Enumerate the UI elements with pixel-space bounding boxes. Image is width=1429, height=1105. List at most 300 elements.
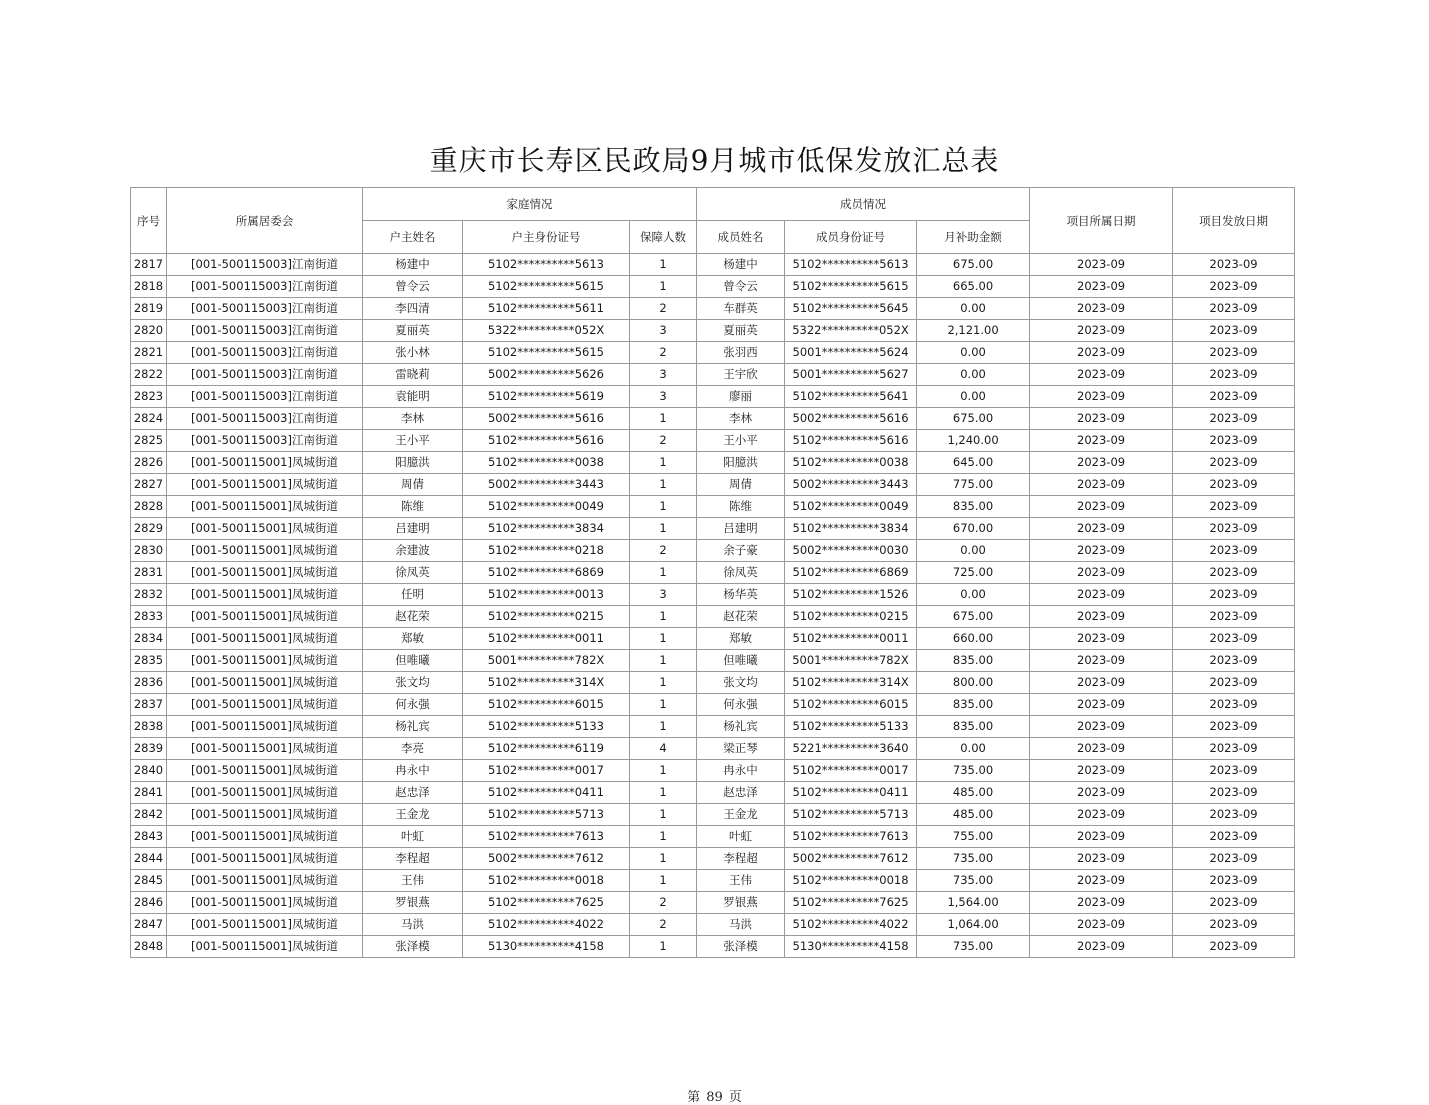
subsidy-cell: 775.00: [917, 474, 1030, 496]
member-name-cell: 曾令云: [697, 276, 785, 298]
member-id-cell: 5102**********314X: [785, 672, 917, 694]
seq-cell: 2831: [131, 562, 167, 584]
member-id-cell: 5102**********0038: [785, 452, 917, 474]
project-date-cell: 2023-09: [1030, 408, 1173, 430]
subsidy-cell: 665.00: [917, 276, 1030, 298]
project-date-cell: 2023-09: [1030, 892, 1173, 914]
member-id-cell: 5102**********7625: [785, 892, 917, 914]
table-row: [131, 804, 1295, 826]
head-id-cell: 5002**********5626: [463, 364, 630, 386]
member-id-cell: 5102**********1526: [785, 584, 917, 606]
persons-cell: 3: [630, 386, 697, 408]
project-date-cell: 2023-09: [1030, 650, 1173, 672]
seq-cell: 2821: [131, 342, 167, 364]
member-id-cell: 5102**********0411: [785, 782, 917, 804]
head-id-cell: 5001**********782X: [463, 650, 630, 672]
header-member-name: 成员姓名: [697, 221, 785, 254]
subsidy-cell: 735.00: [917, 760, 1030, 782]
issue-date-cell: 2023-09: [1173, 496, 1295, 518]
issue-date-cell: 2023-09: [1173, 738, 1295, 760]
persons-cell: 1: [630, 496, 697, 518]
project-date-cell: 2023-09: [1030, 254, 1173, 276]
project-date-cell: 2023-09: [1030, 848, 1173, 870]
head-name-cell: 张小林: [363, 342, 463, 364]
persons-cell: 1: [630, 628, 697, 650]
member-name-cell: 罗银燕: [697, 892, 785, 914]
project-date-cell: 2023-09: [1030, 716, 1173, 738]
member-id-cell: 5102**********0049: [785, 496, 917, 518]
subsidy-cell: 1,240.00: [917, 430, 1030, 452]
seq-cell: 2820: [131, 320, 167, 342]
member-name-cell: 何永强: [697, 694, 785, 716]
persons-cell: 1: [630, 694, 697, 716]
issue-date-cell: 2023-09: [1173, 760, 1295, 782]
committee-cell: [001-500115003]江南街道: [167, 254, 363, 276]
head-name-cell: 吕建明: [363, 518, 463, 540]
persons-cell: 4: [630, 738, 697, 760]
member-name-cell: 梁正琴: [697, 738, 785, 760]
committee-cell: [001-500115003]江南街道: [167, 298, 363, 320]
head-name-cell: 何永强: [363, 694, 463, 716]
issue-date-cell: 2023-09: [1173, 672, 1295, 694]
member-id-cell: 5102**********0011: [785, 628, 917, 650]
member-name-cell: 阳臆洪: [697, 452, 785, 474]
issue-date-cell: 2023-09: [1173, 364, 1295, 386]
committee-cell: [001-500115001]凤城街道: [167, 936, 363, 958]
issue-date-cell: 2023-09: [1173, 276, 1295, 298]
project-date-cell: 2023-09: [1030, 298, 1173, 320]
project-date-cell: 2023-09: [1030, 606, 1173, 628]
seq-cell: 2837: [131, 694, 167, 716]
persons-cell: 1: [630, 848, 697, 870]
committee-cell: [001-500115001]凤城街道: [167, 716, 363, 738]
issue-date-cell: 2023-09: [1173, 562, 1295, 584]
header-committee: 所属居委会: [167, 188, 363, 254]
subsidy-table: [130, 187, 1295, 958]
project-date-cell: 2023-09: [1030, 694, 1173, 716]
seq-cell: 2826: [131, 452, 167, 474]
persons-cell: 1: [630, 606, 697, 628]
table-body: [131, 254, 1295, 958]
seq-cell: 2819: [131, 298, 167, 320]
member-name-cell: 冉永中: [697, 760, 785, 782]
head-id-cell: 5102**********0218: [463, 540, 630, 562]
head-id-cell: 5102**********0038: [463, 452, 630, 474]
project-date-cell: 2023-09: [1030, 562, 1173, 584]
member-name-cell: 但唯曦: [697, 650, 785, 672]
member-id-cell: 5221**********3640: [785, 738, 917, 760]
committee-cell: [001-500115001]凤城街道: [167, 562, 363, 584]
subsidy-cell: 1,564.00: [917, 892, 1030, 914]
committee-cell: [001-500115001]凤城街道: [167, 474, 363, 496]
head-id-cell: 5102**********5611: [463, 298, 630, 320]
persons-cell: 1: [630, 672, 697, 694]
project-date-cell: 2023-09: [1030, 364, 1173, 386]
head-name-cell: 余建波: [363, 540, 463, 562]
member-name-cell: 吕建明: [697, 518, 785, 540]
head-name-cell: 周倩: [363, 474, 463, 496]
table-row: [131, 760, 1295, 782]
issue-date-cell: 2023-09: [1173, 430, 1295, 452]
table-row: [131, 430, 1295, 452]
seq-cell: 2825: [131, 430, 167, 452]
project-date-cell: 2023-09: [1030, 738, 1173, 760]
persons-cell: 1: [630, 562, 697, 584]
project-date-cell: 2023-09: [1030, 430, 1173, 452]
head-id-cell: 5102**********3834: [463, 518, 630, 540]
seq-cell: 2832: [131, 584, 167, 606]
table-row: [131, 474, 1295, 496]
project-date-cell: 2023-09: [1030, 386, 1173, 408]
table-row: [131, 892, 1295, 914]
persons-cell: 3: [630, 584, 697, 606]
seq-cell: 2829: [131, 518, 167, 540]
issue-date-cell: 2023-09: [1173, 584, 1295, 606]
header-seq: 序号: [131, 188, 167, 254]
head-id-cell: 5102**********6869: [463, 562, 630, 584]
persons-cell: 1: [630, 760, 697, 782]
member-name-cell: 杨礼宾: [697, 716, 785, 738]
member-id-cell: 5001**********5624: [785, 342, 917, 364]
header-family-group: 家庭情况: [363, 188, 697, 221]
seq-cell: 2818: [131, 276, 167, 298]
persons-cell: 3: [630, 320, 697, 342]
project-date-cell: 2023-09: [1030, 320, 1173, 342]
header-head-name: 户主姓名: [363, 221, 463, 254]
member-name-cell: 李林: [697, 408, 785, 430]
project-date-cell: 2023-09: [1030, 914, 1173, 936]
member-name-cell: 王金龙: [697, 804, 785, 826]
head-id-cell: 5102**********0017: [463, 760, 630, 782]
table-header: [131, 188, 1295, 254]
seq-cell: 2846: [131, 892, 167, 914]
project-date-cell: 2023-09: [1030, 584, 1173, 606]
head-name-cell: 赵花荣: [363, 606, 463, 628]
project-date-cell: 2023-09: [1030, 826, 1173, 848]
member-name-cell: 周倩: [697, 474, 785, 496]
member-name-cell: 赵忠泽: [697, 782, 785, 804]
subsidy-cell: 0.00: [917, 364, 1030, 386]
issue-date-cell: 2023-09: [1173, 518, 1295, 540]
table-row: [131, 870, 1295, 892]
issue-date-cell: 2023-09: [1173, 716, 1295, 738]
committee-cell: [001-500115001]凤城街道: [167, 870, 363, 892]
subsidy-cell: 755.00: [917, 826, 1030, 848]
persons-cell: 1: [630, 474, 697, 496]
committee-cell: [001-500115001]凤城街道: [167, 452, 363, 474]
subsidy-cell: 0.00: [917, 540, 1030, 562]
project-date-cell: 2023-09: [1030, 496, 1173, 518]
head-name-cell: 但唯曦: [363, 650, 463, 672]
member-name-cell: 李程超: [697, 848, 785, 870]
committee-cell: [001-500115001]凤城街道: [167, 914, 363, 936]
project-date-cell: 2023-09: [1030, 628, 1173, 650]
committee-cell: [001-500115001]凤城街道: [167, 672, 363, 694]
member-id-cell: 5102**********5616: [785, 430, 917, 452]
member-name-cell: 车群英: [697, 298, 785, 320]
committee-cell: [001-500115001]凤城街道: [167, 584, 363, 606]
head-name-cell: 袁能明: [363, 386, 463, 408]
seq-cell: 2835: [131, 650, 167, 672]
committee-cell: [001-500115001]凤城街道: [167, 628, 363, 650]
head-id-cell: 5102**********7625: [463, 892, 630, 914]
head-id-cell: 5102**********5615: [463, 276, 630, 298]
head-name-cell: 陈维: [363, 496, 463, 518]
head-id-cell: 5102**********0215: [463, 606, 630, 628]
table-row: [131, 672, 1295, 694]
committee-cell: [001-500115003]江南街道: [167, 386, 363, 408]
member-id-cell: 5102**********5615: [785, 276, 917, 298]
subsidy-cell: 660.00: [917, 628, 1030, 650]
head-id-cell: 5102**********4022: [463, 914, 630, 936]
member-name-cell: 陈维: [697, 496, 785, 518]
subsidy-cell: 725.00: [917, 562, 1030, 584]
table-row: [131, 782, 1295, 804]
head-name-cell: 李程超: [363, 848, 463, 870]
subsidy-cell: 835.00: [917, 716, 1030, 738]
head-name-cell: 夏丽英: [363, 320, 463, 342]
committee-cell: [001-500115001]凤城街道: [167, 540, 363, 562]
head-name-cell: 李四清: [363, 298, 463, 320]
committee-cell: [001-500115003]江南街道: [167, 408, 363, 430]
persons-cell: 2: [630, 342, 697, 364]
head-name-cell: 马洪: [363, 914, 463, 936]
head-id-cell: 5102**********0018: [463, 870, 630, 892]
head-id-cell: 5102**********0011: [463, 628, 630, 650]
table-row: [131, 562, 1295, 584]
header-head-id: 户主身份证号: [463, 221, 630, 254]
document-title: 重庆市长寿区民政局9月城市低保发放汇总表: [429, 144, 1000, 177]
project-date-cell: 2023-09: [1030, 782, 1173, 804]
member-id-cell: 5102**********5713: [785, 804, 917, 826]
issue-date-cell: 2023-09: [1173, 782, 1295, 804]
project-date-cell: 2023-09: [1030, 452, 1173, 474]
issue-date-cell: 2023-09: [1173, 870, 1295, 892]
table-row: [131, 914, 1295, 936]
header-member-group: 成员情况: [697, 188, 1030, 221]
member-id-cell: 5322**********052X: [785, 320, 917, 342]
persons-cell: 2: [630, 892, 697, 914]
persons-cell: 1: [630, 518, 697, 540]
seq-cell: 2841: [131, 782, 167, 804]
seq-cell: 2844: [131, 848, 167, 870]
project-date-cell: 2023-09: [1030, 276, 1173, 298]
persons-cell: 1: [630, 716, 697, 738]
table-row: [131, 738, 1295, 760]
member-name-cell: 余子豪: [697, 540, 785, 562]
subsidy-cell: 675.00: [917, 408, 1030, 430]
member-id-cell: 5102**********6869: [785, 562, 917, 584]
head-name-cell: 王小平: [363, 430, 463, 452]
committee-cell: [001-500115003]江南街道: [167, 430, 363, 452]
head-id-cell: 5102**********5133: [463, 716, 630, 738]
persons-cell: 1: [630, 804, 697, 826]
head-name-cell: 王金龙: [363, 804, 463, 826]
committee-cell: [001-500115003]江南街道: [167, 276, 363, 298]
project-date-cell: 2023-09: [1030, 804, 1173, 826]
committee-cell: [001-500115001]凤城街道: [167, 518, 363, 540]
committee-cell: [001-500115001]凤城街道: [167, 892, 363, 914]
head-name-cell: 曾令云: [363, 276, 463, 298]
table-row: [131, 584, 1295, 606]
committee-cell: [001-500115001]凤城街道: [167, 804, 363, 826]
member-id-cell: 5001**********5627: [785, 364, 917, 386]
table-row: [131, 408, 1295, 430]
seq-cell: 2838: [131, 716, 167, 738]
issue-date-cell: 2023-09: [1173, 892, 1295, 914]
table-row: [131, 628, 1295, 650]
issue-date-cell: 2023-09: [1173, 606, 1295, 628]
head-id-cell: 5002**********7612: [463, 848, 630, 870]
member-id-cell: 5102**********6015: [785, 694, 917, 716]
table-row: [131, 320, 1295, 342]
seq-cell: 2847: [131, 914, 167, 936]
head-id-cell: 5130**********4158: [463, 936, 630, 958]
member-name-cell: 王伟: [697, 870, 785, 892]
header-issue-date: 项目发放日期: [1173, 188, 1295, 254]
seq-cell: 2845: [131, 870, 167, 892]
member-id-cell: 5102**********3834: [785, 518, 917, 540]
header-subsidy: 月补助金额: [917, 221, 1030, 254]
subsidy-cell: 800.00: [917, 672, 1030, 694]
header-member-id: 成员身份证号: [785, 221, 917, 254]
subsidy-cell: 670.00: [917, 518, 1030, 540]
committee-cell: [001-500115001]凤城街道: [167, 738, 363, 760]
seq-cell: 2830: [131, 540, 167, 562]
issue-date-cell: 2023-09: [1173, 804, 1295, 826]
subsidy-cell: 675.00: [917, 606, 1030, 628]
committee-cell: [001-500115001]凤城街道: [167, 782, 363, 804]
head-id-cell: 5102**********6015: [463, 694, 630, 716]
seq-cell: 2839: [131, 738, 167, 760]
subsidy-cell: 835.00: [917, 650, 1030, 672]
issue-date-cell: 2023-09: [1173, 540, 1295, 562]
page-number: 第 89 页: [687, 1090, 742, 1105]
table-row: [131, 826, 1295, 848]
head-id-cell: 5002**********3443: [463, 474, 630, 496]
member-id-cell: 5002**********5616: [785, 408, 917, 430]
persons-cell: 2: [630, 540, 697, 562]
persons-cell: 1: [630, 650, 697, 672]
member-id-cell: 5102**********0017: [785, 760, 917, 782]
table-row: [131, 298, 1295, 320]
committee-cell: [001-500115003]江南街道: [167, 342, 363, 364]
committee-cell: [001-500115003]江南街道: [167, 364, 363, 386]
committee-cell: [001-500115001]凤城街道: [167, 694, 363, 716]
table-row: [131, 936, 1295, 958]
head-name-cell: 郑敏: [363, 628, 463, 650]
member-id-cell: 5102**********0018: [785, 870, 917, 892]
committee-cell: [001-500115001]凤城街道: [167, 826, 363, 848]
issue-date-cell: 2023-09: [1173, 408, 1295, 430]
member-name-cell: 张泽模: [697, 936, 785, 958]
head-name-cell: 任明: [363, 584, 463, 606]
table-row: [131, 606, 1295, 628]
issue-date-cell: 2023-09: [1173, 628, 1295, 650]
seq-cell: 2823: [131, 386, 167, 408]
head-name-cell: 王伟: [363, 870, 463, 892]
member-id-cell: 5102**********4022: [785, 914, 917, 936]
head-name-cell: 杨礼宾: [363, 716, 463, 738]
issue-date-cell: 2023-09: [1173, 298, 1295, 320]
head-id-cell: 5102**********314X: [463, 672, 630, 694]
head-name-cell: 阳臆洪: [363, 452, 463, 474]
subsidy-cell: 735.00: [917, 936, 1030, 958]
head-name-cell: 罗银燕: [363, 892, 463, 914]
head-id-cell: 5102**********5619: [463, 386, 630, 408]
table-row: [131, 496, 1295, 518]
persons-cell: 2: [630, 298, 697, 320]
seq-cell: 2817: [131, 254, 167, 276]
head-id-cell: 5102**********7613: [463, 826, 630, 848]
project-date-cell: 2023-09: [1030, 870, 1173, 892]
head-name-cell: 张文均: [363, 672, 463, 694]
header-project-date: 项目所属日期: [1030, 188, 1173, 254]
table-row: [131, 386, 1295, 408]
persons-cell: 1: [630, 408, 697, 430]
project-date-cell: 2023-09: [1030, 936, 1173, 958]
subsidy-cell: 0.00: [917, 738, 1030, 760]
member-id-cell: 5102**********5613: [785, 254, 917, 276]
subsidy-cell: 675.00: [917, 254, 1030, 276]
head-id-cell: 5102**********5615: [463, 342, 630, 364]
member-name-cell: 杨建中: [697, 254, 785, 276]
seq-cell: 2833: [131, 606, 167, 628]
seq-cell: 2836: [131, 672, 167, 694]
head-name-cell: 赵忠泽: [363, 782, 463, 804]
issue-date-cell: 2023-09: [1173, 254, 1295, 276]
seq-cell: 2828: [131, 496, 167, 518]
subsidy-cell: 0.00: [917, 584, 1030, 606]
head-id-cell: 5102**********5713: [463, 804, 630, 826]
head-id-cell: 5102**********0049: [463, 496, 630, 518]
head-name-cell: 杨建中: [363, 254, 463, 276]
subsidy-cell: 0.00: [917, 298, 1030, 320]
project-date-cell: 2023-09: [1030, 760, 1173, 782]
subsidy-cell: 485.00: [917, 782, 1030, 804]
head-name-cell: 李亮: [363, 738, 463, 760]
member-name-cell: 王宇欣: [697, 364, 785, 386]
member-id-cell: 5002**********3443: [785, 474, 917, 496]
project-date-cell: 2023-09: [1030, 672, 1173, 694]
issue-date-cell: 2023-09: [1173, 848, 1295, 870]
head-name-cell: 冉永中: [363, 760, 463, 782]
head-id-cell: 5102**********5616: [463, 430, 630, 452]
table-row: [131, 518, 1295, 540]
table-row: [131, 694, 1295, 716]
project-date-cell: 2023-09: [1030, 474, 1173, 496]
member-name-cell: 夏丽英: [697, 320, 785, 342]
subsidy-cell: 1,064.00: [917, 914, 1030, 936]
issue-date-cell: 2023-09: [1173, 694, 1295, 716]
seq-cell: 2843: [131, 826, 167, 848]
member-id-cell: 5102**********5645: [785, 298, 917, 320]
subsidy-cell: 645.00: [917, 452, 1030, 474]
table-row: [131, 540, 1295, 562]
persons-cell: 1: [630, 452, 697, 474]
persons-cell: 1: [630, 276, 697, 298]
seq-cell: 2834: [131, 628, 167, 650]
head-name-cell: 叶虹: [363, 826, 463, 848]
persons-cell: 2: [630, 914, 697, 936]
member-name-cell: 张羽西: [697, 342, 785, 364]
member-id-cell: 5102**********5133: [785, 716, 917, 738]
member-id-cell: 5102**********0215: [785, 606, 917, 628]
head-name-cell: 雷晓莉: [363, 364, 463, 386]
member-name-cell: 叶虹: [697, 826, 785, 848]
head-id-cell: 5102**********0013: [463, 584, 630, 606]
persons-cell: 2: [630, 430, 697, 452]
